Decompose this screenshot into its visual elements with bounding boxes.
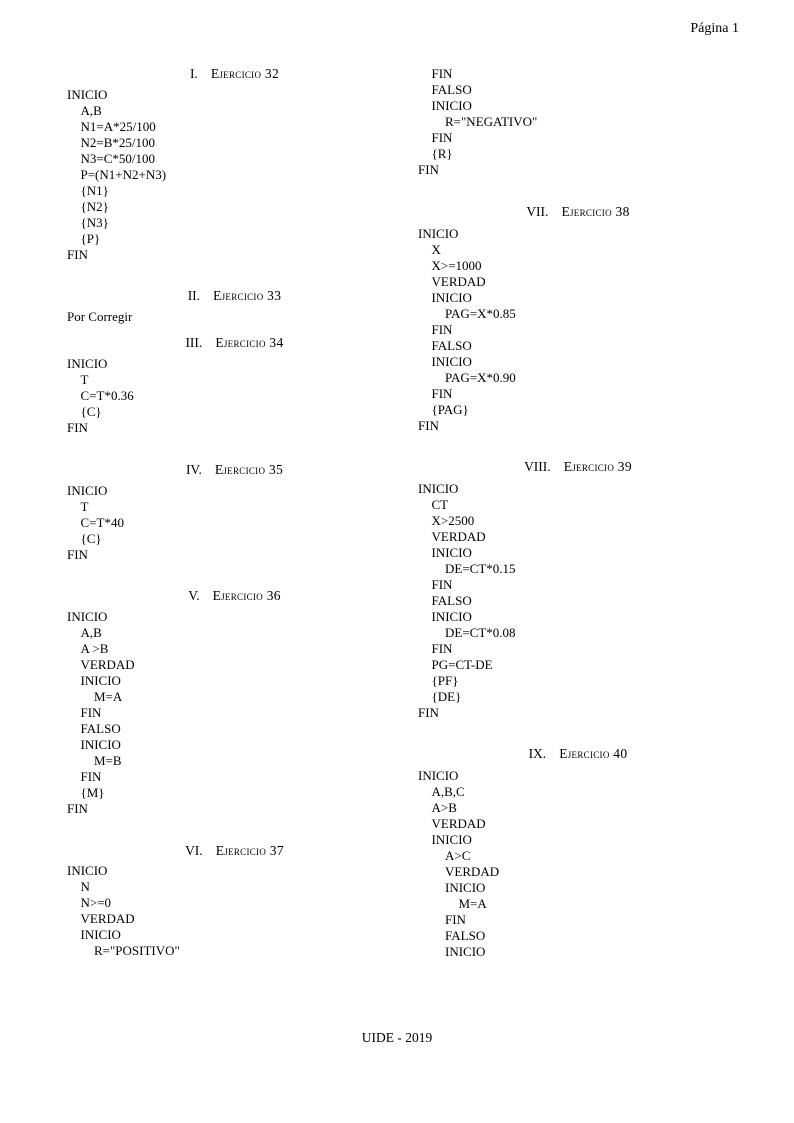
pseudocode-line: N2=B*25/100	[80, 135, 156, 150]
pseudocode-line: P=(N1+N2+N3)	[80, 167, 167, 182]
pseudocode-line: FALSO	[431, 338, 472, 353]
pseudocode-line: INICIO	[80, 673, 121, 688]
pseudocode-line: A,B	[80, 625, 102, 640]
pseudocode-line: FIN	[67, 801, 88, 816]
section-heading	[418, 204, 738, 220]
pseudocode-line: FALSO	[431, 82, 472, 97]
pseudocode-line: M=A	[458, 896, 487, 911]
pseudocode-line: INICIO	[418, 768, 459, 783]
section-heading	[67, 588, 402, 604]
pseudocode-line: INICIO	[67, 87, 108, 102]
pseudocode-line: INICIO	[67, 863, 108, 878]
section-number: V.	[188, 588, 200, 603]
pseudocode-line: {C}	[80, 404, 102, 419]
pseudocode-line: {N2}	[80, 199, 109, 214]
pseudocode-line: A>C	[445, 848, 471, 863]
pseudocode-line: INICIO	[431, 98, 472, 113]
pseudocode-line: FIN	[431, 66, 453, 81]
pseudocode-line: FIN	[80, 705, 102, 720]
pseudocode-line: {PAG}	[431, 402, 469, 417]
section-title: Ejercicio 37	[215, 843, 284, 858]
section-heading	[418, 746, 738, 762]
pseudocode-line: T	[80, 499, 89, 514]
page-footer: UIDE - 2019	[361, 1030, 433, 1045]
pseudocode-line: INICIO	[80, 927, 121, 942]
section-heading	[67, 462, 402, 478]
section-title: Ejercicio 36	[212, 588, 281, 603]
pseudocode-line: INICIO	[80, 737, 121, 752]
pseudocode-line: FALSO	[80, 721, 121, 736]
pseudocode-line: INICIO	[445, 944, 486, 959]
pseudocode-line: FIN	[431, 130, 453, 145]
pseudocode-line: FIN	[418, 705, 439, 720]
section-title: Ejercicio 33	[213, 288, 282, 303]
pseudocode-line: FALSO	[445, 928, 486, 943]
pseudocode-line: M=A	[94, 689, 123, 704]
pseudocode-line: PAG=X*0.90	[445, 370, 516, 385]
section-number: II.	[187, 288, 201, 303]
pseudocode-line: FIN	[67, 247, 88, 262]
pseudocode-line: {N1}	[80, 183, 109, 198]
pseudocode-line: VERDAD	[80, 657, 135, 672]
pseudocode-line: INICIO	[67, 609, 108, 624]
pseudocode-line: INICIO	[431, 354, 472, 369]
pseudocode-line: INICIO	[431, 832, 472, 847]
pseudocode-line: {DE}	[431, 689, 462, 704]
pseudocode-line: R="NEGATIVO"	[445, 114, 538, 129]
pseudocode-line: CT	[431, 497, 449, 512]
section-number: I.	[189, 66, 198, 81]
pseudocode-line: A >B	[80, 641, 109, 656]
pseudocode-line: INICIO	[431, 290, 472, 305]
pseudocode-line: N1=A*25/100	[80, 119, 156, 134]
pseudocode-line: FIN	[431, 322, 453, 337]
pseudocode-line: R="POSITIVO"	[94, 943, 180, 958]
section-number: VI.	[185, 843, 203, 858]
pseudocode-line: PG=CT-DE	[431, 657, 493, 672]
pseudocode-line: N	[80, 879, 90, 894]
pseudocode-line: FIN	[431, 386, 453, 401]
section-heading	[418, 459, 738, 475]
pseudocode-line: FIN	[418, 418, 439, 433]
pseudocode-line: {C}	[80, 531, 102, 546]
pseudocode-line: FALSO	[431, 593, 472, 608]
pseudocode-line: VERDAD	[80, 911, 135, 926]
pseudocode-line: INICIO	[418, 226, 459, 241]
pseudocode-line: C=T*0.36	[80, 388, 134, 403]
section-title: Ejercicio 39	[563, 459, 632, 474]
pseudocode-line: A,B	[80, 103, 102, 118]
pseudocode-line: FIN	[418, 162, 439, 177]
section-heading	[67, 66, 402, 82]
pseudocode-line: A,B,C	[431, 784, 465, 799]
pseudocode-line: VERDAD	[431, 529, 486, 544]
pseudocode-line: {P}	[80, 231, 101, 246]
pseudocode-line: FIN	[67, 547, 88, 562]
pseudocode-line: {R}	[431, 146, 453, 161]
pseudocode-line: VERDAD	[445, 864, 500, 879]
pseudocode-line: FIN	[431, 577, 453, 592]
section-number: IV.	[185, 462, 202, 477]
pseudocode-line: DE=CT*0.08	[445, 625, 516, 640]
pseudocode-line: {M}	[80, 785, 105, 800]
pseudocode-line: N>=0	[80, 895, 112, 910]
pseudocode-line: A>B	[431, 800, 457, 815]
pseudocode-line: INICIO	[431, 545, 472, 560]
page-number: Página 1	[690, 21, 739, 36]
pseudocode-line: C=T*40	[80, 515, 124, 530]
pseudocode-line: FIN	[431, 641, 453, 656]
pseudocode-line: M=B	[94, 753, 122, 768]
pseudocode-line: FIN	[67, 420, 88, 435]
pseudocode-line: FIN	[445, 912, 466, 927]
pseudocode-line: INICIO	[67, 356, 108, 371]
section-title: Ejercicio 34	[215, 335, 284, 350]
pseudocode-line: FIN	[80, 769, 102, 784]
section-number: III.	[185, 335, 203, 350]
pseudocode-line: X	[431, 242, 441, 257]
pseudocode-line: {N3}	[80, 215, 109, 230]
section-heading	[67, 843, 402, 859]
pseudocode-line: X>2500	[431, 513, 475, 528]
pseudocode-line: INICIO	[445, 880, 486, 895]
pseudocode-line: PAG=X*0.85	[445, 306, 516, 321]
pseudocode-line: T	[80, 372, 89, 387]
pseudocode-line: {PF}	[431, 673, 459, 688]
pseudocode-line: N3=C*50/100	[80, 151, 156, 166]
section-heading	[67, 335, 402, 351]
pseudocode-line: X>=1000	[431, 258, 482, 273]
section-heading	[67, 288, 402, 304]
section-title: Ejercicio 35	[214, 462, 284, 477]
pseudocode-line: INICIO	[418, 481, 459, 496]
pseudocode-line: INICIO	[431, 609, 472, 624]
section-title: Ejercicio 40	[559, 746, 628, 761]
pseudocode-line: INICIO	[67, 483, 108, 498]
pseudocode-line: VERDAD	[431, 816, 486, 831]
section-number: VIII.	[524, 459, 551, 474]
pseudocode-line: VERDAD	[431, 274, 486, 289]
section-number: IX.	[528, 746, 547, 761]
section-title: Ejercicio 32	[210, 66, 280, 81]
pseudocode-line: DE=CT*0.15	[445, 561, 516, 576]
section-title: Ejercicio 38	[561, 204, 630, 219]
section-number: VII.	[526, 204, 549, 219]
pseudocode-line: Por Corregir	[67, 309, 133, 324]
